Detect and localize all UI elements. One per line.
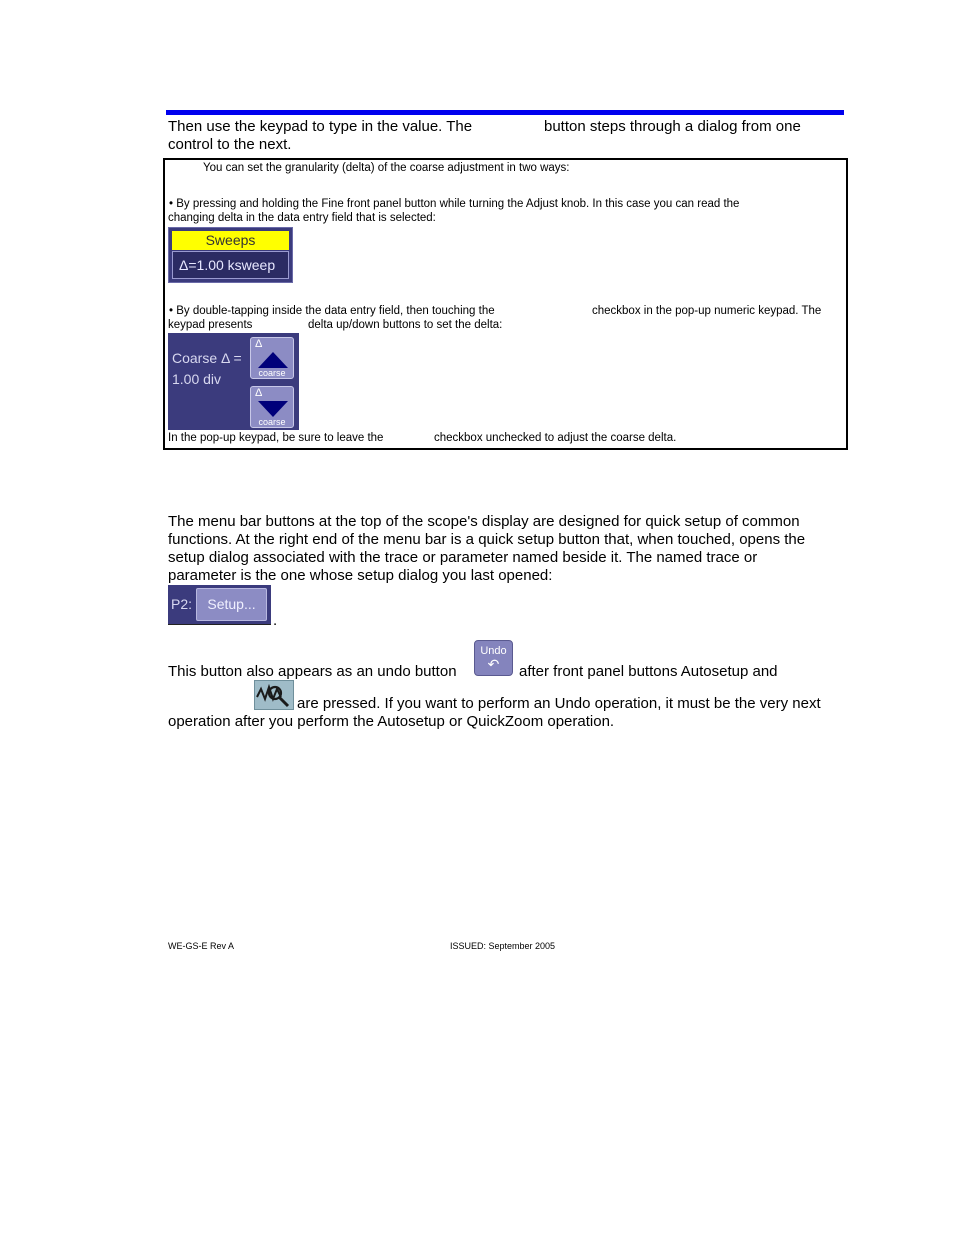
undo-line1-right: after front panel buttons Autosetup and [519, 663, 778, 680]
sweeps-delta-value: Δ=1.00 ksweep [172, 251, 289, 279]
footer-doc-id: WE-GS-E Rev A [168, 941, 235, 951]
note-line1: You can set the granularity (delta) of the coarse adjustment in two ways: [203, 162, 570, 174]
coarse-delta-label: Coarse Δ = [172, 350, 242, 366]
intro-line1-left: Then use the keypad to type in the value. The [168, 118, 473, 135]
sweeps-label: Sweeps [172, 231, 289, 250]
intro-line2: control to the next. [168, 136, 292, 153]
intro-line1-right: button steps through a dialog from one [544, 118, 801, 135]
undo-button[interactable] [474, 640, 513, 676]
setup-period: . [273, 612, 278, 629]
arrow-up-icon [258, 352, 288, 368]
quickzoom-button[interactable] [254, 680, 294, 710]
delta-symbol: Δ [255, 338, 263, 350]
menu-bar-para-line1: The menu bar buttons at the top of the scope's display are designed for quick setup of common [168, 513, 800, 530]
undo-line2-right: are pressed. If you want to perform an Undo operation, it must be the very next [297, 695, 821, 712]
menu-bar-para-line4: parameter is the one whose setup dialog you last opened: [168, 567, 553, 584]
undo-line3: operation after you perform the Autosetup or QuickZoom operation. [168, 713, 615, 730]
quick-setup-button[interactable]: Setup... [196, 588, 267, 621]
coarse-delta-down-button[interactable] [250, 386, 294, 428]
setup-trace-tag: P2: [171, 596, 193, 612]
sweeps-entry-field[interactable] [168, 227, 293, 283]
coarse-delta-value: 1.00 div [172, 371, 222, 387]
menu-bar-para-line3: setup dialog associated with the trace or parameter named beside it. The named trace or [168, 549, 758, 566]
note-footer-right: checkbox unchecked to adjust the coarse delta. [434, 432, 677, 444]
note-bullet2-line1-left: • By double-tapping inside the data entry field, then touching the [169, 305, 495, 317]
quick-setup-widget [168, 585, 271, 625]
down-button-label: coarse [258, 417, 286, 427]
up-button-label: coarse [258, 368, 286, 378]
undo-button-label: Undo [480, 645, 507, 657]
header-rule [166, 110, 844, 115]
undo-line1-left: This button also appears as an undo button [168, 663, 457, 680]
note-bullet1-line1: • By pressing and holding the Fine front panel button while turning the Adjust knob. In this case you can read the [169, 198, 740, 210]
quickzoom-icon [255, 681, 293, 709]
menu-bar-para-line2: functions. At the right end of the menu bar is a quick setup button that, when touched, opens the [168, 531, 806, 548]
footer-issued: ISSUED: September 2005 [450, 941, 556, 951]
note-bullet1-line2: changing delta in the data entry field that is selected: [168, 212, 436, 224]
note-bullet2-line2-right: delta up/down buttons to set the delta: [308, 319, 503, 331]
note-bullet2-line2-left: keypad presents [168, 319, 253, 331]
undo-arrow-icon: ↶ [487, 656, 500, 672]
coarse-delta-panel [168, 333, 299, 430]
delta-symbol: Δ [255, 387, 263, 399]
note-footer-left: In the pop-up keypad, be sure to leave the [168, 432, 384, 444]
note-bullet2-line1-right: checkbox in the pop-up numeric keypad. The [592, 305, 822, 317]
arrow-down-icon [258, 401, 288, 417]
coarse-delta-up-button[interactable] [250, 337, 294, 379]
